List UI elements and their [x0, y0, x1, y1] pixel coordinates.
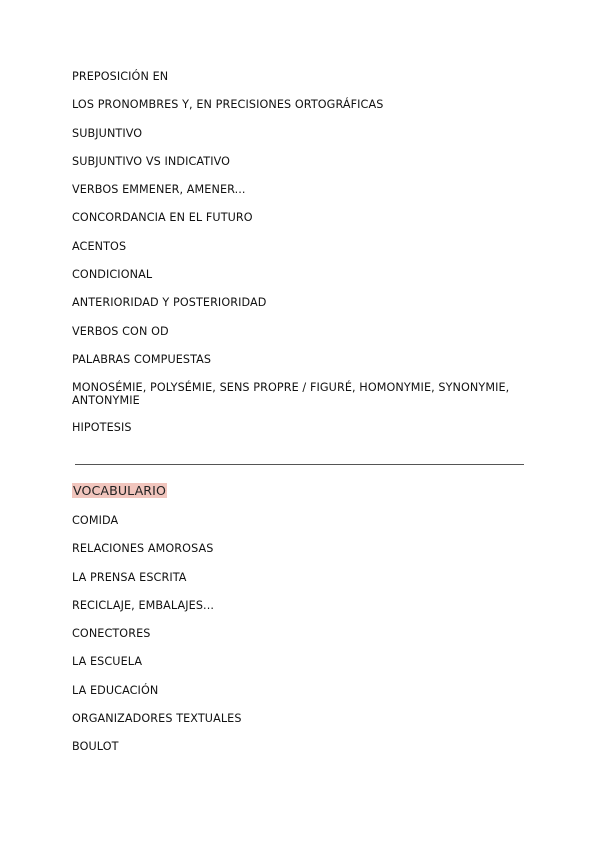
list-item: MONOSÉMIE, POLYSÉMIE, SENS PROPRE / FIGURÉ, HOMONYMIE, SYNONYMIE, ANTONYMIE — [72, 381, 510, 408]
list-item: VERBOS CON OD — [72, 324, 169, 338]
list-item: LA EDUCACIÓN — [72, 683, 159, 697]
list-item: CONDICIONAL — [72, 268, 153, 282]
grammar-topic-list — [72, 71, 532, 451]
list-item: LOS PRONOMBRES Y, EN PRECISIONES ORTOGRÁFICAS — [72, 98, 384, 112]
list-item: LA PRENSA ESCRITA — [72, 570, 187, 584]
vocabulary-list — [72, 515, 532, 770]
list-item: BOULOT — [72, 740, 119, 754]
list-item: SUBJUNTIVO VS INDICATIVO — [72, 154, 231, 168]
list-item: PREPOSICIÓN EN — [72, 70, 169, 83]
list-item: COMIDA — [72, 514, 119, 527]
list-item: ANTERIORIDAD Y POSTERIORIDAD — [72, 296, 267, 310]
list-item: LA ESCUELA — [72, 655, 143, 669]
list-item: RELACIONES AMOROSAS — [72, 542, 214, 556]
list-item: PALABRAS COMPUESTAS — [72, 352, 212, 366]
list-item: VERBOS EMMENER, AMENER... — [72, 183, 246, 197]
list-item: SUBJUNTIVO — [72, 126, 143, 140]
list-item: CONCORDANCIA EN EL FUTURO — [72, 211, 253, 225]
list-item: CONECTORES — [72, 627, 151, 641]
list-item: HIPOTESIS — [72, 421, 132, 435]
list-item: ACENTOS — [72, 239, 127, 253]
vocabulary-heading: VOCABULARIO — [73, 483, 166, 498]
list-item: RECICLAJE, EMBALAJES... — [72, 598, 215, 612]
list-item: ORGANIZADORES TEXTUALES — [72, 712, 242, 726]
horizontal-divider — [75, 464, 524, 465]
